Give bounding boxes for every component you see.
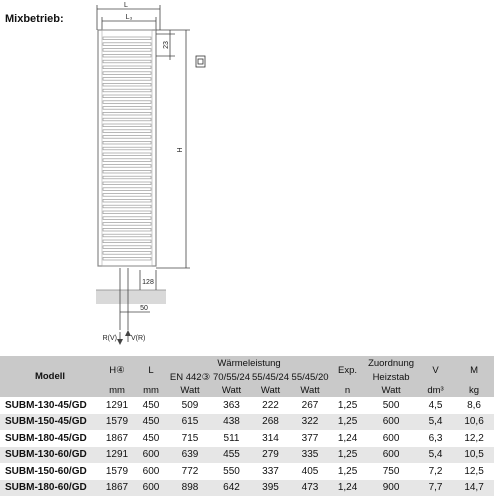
value-cell: 1291 [105,399,129,411]
value-cell: 6,3 [428,432,443,444]
value-cell: 14,7 [464,482,484,494]
specifications-table-body [0,397,494,496]
value-cell: 1,24 [337,482,358,494]
value-cell: 12,2 [464,432,484,444]
floor [96,290,166,304]
model-cell: SUBM-180-45/GD [5,432,87,444]
value-cell: 900 [382,482,400,494]
dim-128-label: 128 [142,279,154,286]
value-cell: 639 [181,449,199,461]
radiator-bar [103,147,151,150]
value-cell: 772 [181,465,199,477]
radiator-bar [103,130,151,133]
value-cell: 438 [223,416,240,428]
model-cell: SUBM-180-60/GD [5,482,87,494]
table-row [0,414,494,431]
table-row [0,447,494,464]
radiator-bar [103,165,151,168]
radiator-bar [103,257,151,260]
value-cell: 7,2 [428,465,443,477]
radiator-bar [103,182,151,185]
unit-h: mm [100,384,134,397]
radiator-bar [103,78,151,81]
radiator-bar [103,60,151,63]
subheader-70-55-24: 70/55/24 [213,371,250,383]
value-cell: 314 [262,432,279,444]
model-cell: SUBM-130-60/GD [5,449,87,461]
radiator-bar [103,211,151,214]
value-cell: 600 [382,432,400,444]
value-cell: 322 [301,416,319,428]
unit-w2: Watt [212,384,251,397]
value-cell: 335 [301,449,319,461]
value-cell: 450 [142,416,160,428]
value-cell: 8,6 [467,399,481,411]
subheader-55-45-24: 55/45/24 [252,371,289,383]
radiator-bar [103,136,151,139]
radiator-symbol-icon [196,56,205,67]
table-row [0,430,494,447]
value-cell: 405 [301,465,319,477]
subheader-55-45-20: 55/45/20 [291,371,329,383]
radiator-bar [103,54,151,57]
value-cell: 4,5 [428,399,443,411]
unit-exp: n [330,384,365,397]
value-cell: 267 [301,399,319,411]
value-cell: 12,5 [464,465,484,477]
value-cell: 268 [262,416,279,428]
unit-zuordnung: Watt [365,384,417,397]
header-v: V [417,356,454,384]
subheader-en442: EN 442③ [169,371,211,383]
header-exp: Exp. [330,356,365,384]
flow-label: V(R) [131,335,146,342]
value-cell: 615 [181,416,199,428]
radiator-bar [103,118,151,121]
value-cell: 600 [142,482,160,494]
radiator-bar [103,205,151,208]
radiator-bar [103,246,151,249]
radiator-bar [103,159,151,162]
unit-w4: Watt [290,384,330,397]
radiator-bar [103,228,151,231]
radiator-bar [103,223,151,226]
specifications-table [0,356,494,496]
value-cell: 1867 [105,482,129,494]
radiator-bar [103,89,151,92]
radiator-bar [103,72,151,75]
value-cell: 7,7 [428,482,443,494]
value-cell: 450 [142,399,160,411]
table-row [0,480,494,497]
table-row [0,397,494,414]
radiator-bar [103,153,151,156]
model-cell: SUBM-130-45/GD [5,399,87,411]
dim-L-label: L [124,2,128,9]
radiator-bar [103,49,151,52]
value-cell: 642 [223,482,240,494]
value-cell: 600 [142,449,160,461]
value-cell: 600 [382,416,400,428]
value-cell: 1,24 [337,432,358,444]
value-cell: 377 [301,432,319,444]
radiator-frame [98,30,156,266]
dim-23-label: 23 [163,41,170,49]
header-l: L [134,356,168,384]
radiator-bar [103,124,151,127]
value-cell: 898 [181,482,199,494]
value-cell: 509 [181,399,199,411]
value-cell: 715 [181,432,199,444]
value-cell: 1867 [105,432,129,444]
radiator-bar [103,252,151,255]
header-h: H④ [100,356,134,384]
dim-L3-label: L₃ [125,14,133,21]
model-cell: SUBM-150-60/GD [5,465,87,477]
value-cell: 511 [223,432,240,444]
radiator-bar [103,37,151,40]
radiator-bar [103,194,151,197]
value-cell: 222 [262,399,279,411]
dim-H-label: H [177,147,184,153]
value-cell: 500 [382,399,400,411]
radiator-bar [103,234,151,237]
value-cell: 455 [223,449,240,461]
value-cell: 550 [223,465,240,477]
value-cell: 10,6 [464,416,484,428]
radiator-bar [103,66,151,69]
value-cell: 395 [262,482,279,494]
radiator-bar [103,176,151,179]
unit-v: dm³ [417,384,454,397]
value-cell: 1291 [105,449,129,461]
unit-w1: Watt [168,384,212,397]
radiator-bar [103,83,151,86]
radiator-bar [103,188,151,191]
value-cell: 600 [142,465,160,477]
value-cell: 750 [382,465,400,477]
radiator-bar [103,95,151,98]
value-cell: 337 [262,465,279,477]
section-title: Mixbetrieb: [5,13,64,25]
radiator-bar [103,141,151,144]
value-cell: 1,25 [337,416,358,428]
radiator-bars [103,37,151,260]
header-heizstab: Heizstab [365,370,417,384]
header-waermeleistung: Wärmeleistung [168,356,330,370]
return-label: R(V) [102,335,117,342]
unit-w3: Watt [251,384,290,397]
radiator-bar [103,107,151,110]
value-cell: 279 [262,449,279,461]
value-cell: 600 [382,449,400,461]
radiator-bar [103,199,151,202]
radiator-bar [103,240,151,243]
dim-50-label: 50 [140,305,148,312]
radiator-bar [103,112,151,115]
value-cell: 1579 [105,465,129,477]
table-row [0,463,494,480]
radiator-bar [103,217,151,220]
value-cell: 363 [223,399,240,411]
value-cell: 450 [142,432,160,444]
value-cell: 5,4 [428,416,443,428]
value-cell: 1579 [105,416,129,428]
value-cell: 1,25 [337,465,358,477]
value-cell: 10,5 [464,449,484,461]
value-cell: 473 [301,482,319,494]
unit-l: mm [134,384,168,397]
radiator-bar [103,43,151,46]
value-cell: 1,25 [337,399,358,411]
model-cell: SUBM-150-45/GD [5,416,87,428]
header-modell: Modell [0,356,100,397]
unit-m: kg [454,384,494,397]
value-cell: 1,25 [337,449,358,461]
header-zuordnung: Zuordnung [365,356,417,370]
header-m: M [454,356,494,384]
value-cell: 5,4 [428,449,443,461]
radiator-bar [103,101,151,104]
radiator-bar [103,170,151,173]
